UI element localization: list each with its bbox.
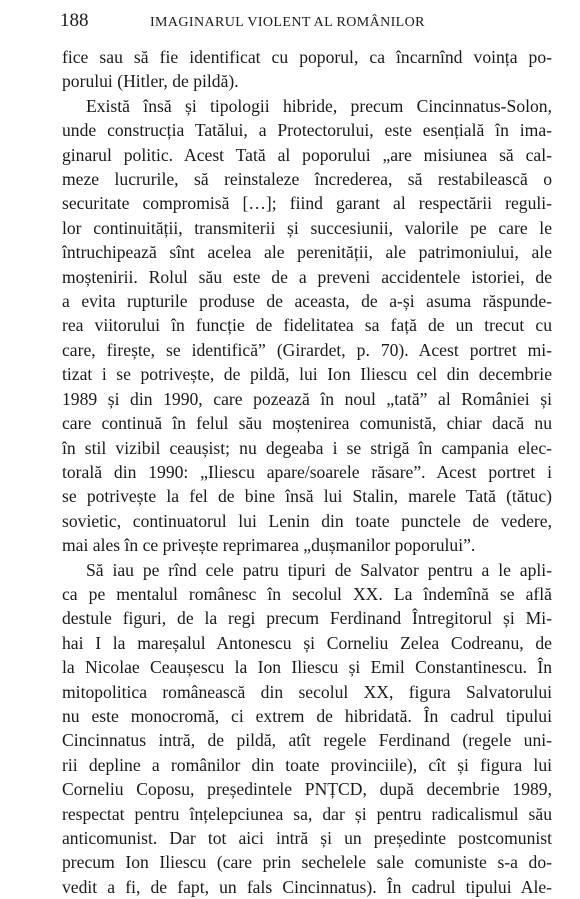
running-title: IMAGINARUL VIOLENT AL ROMÂNILOR bbox=[150, 15, 425, 30]
text-line: ca pe mentalul românesc în secolul XX. La îndemînă se află bbox=[62, 583, 552, 604]
text-line: meze lucrurile, să reinstaleze încrederea, să restabilească o bbox=[62, 169, 552, 190]
text-line: la Nicolae Ceaușescu la Ion Iliescu și Emil Constantinescu. În bbox=[62, 657, 552, 678]
text-line: întruchipează sînt acelea ale perenității, ale patrimoniului, ale bbox=[62, 242, 552, 263]
page-header bbox=[60, 10, 550, 40]
text-line: lor continuității, transmiterii și succesiunii, valorile pe care le bbox=[62, 217, 552, 238]
text-line: moștenirii. Rolul său este de a preveni accidentele istoriei, de bbox=[62, 266, 552, 287]
text-line: ginarul politic. Acest Tată al poporului „are misiunea să cal- bbox=[62, 144, 552, 165]
text-line: 1989 și din 1990, care pozează în noul „tată” al României și bbox=[62, 388, 552, 409]
text-line: Să iau pe rînd cele patru tipuri de Salvator pentru a le apli- bbox=[86, 559, 552, 580]
text-line: mitopolitica românească din secolul XX, figura Salvatorului bbox=[62, 681, 552, 702]
text-line: se potrivește la fel de bine însă lui Stalin, marele Tată (tătuc) bbox=[62, 486, 552, 507]
text-line: a evita rupturile produse de aceasta, de a-și asuma răspunde- bbox=[62, 291, 552, 312]
text-line: torală din 1990: „Iliescu apare/soarele răsare”. Acest portret i bbox=[62, 461, 552, 482]
text-line: hai I la mareșalul Antonescu și Corneliu Zelea Codreanu, de bbox=[62, 632, 552, 653]
text-line: sovietic, continuatorul lui Lenin din toate punctele de vedere, bbox=[62, 510, 552, 531]
text-line: securitate compromisă […]; fiind garant al respectării reguli- bbox=[62, 193, 552, 214]
text-line: Corneliu Coposu, președintele PNȚCD, după decembrie 1989, bbox=[62, 779, 552, 800]
text-line: mai ales în ce privește reprimarea „dușmanilor poporului”. bbox=[62, 535, 476, 556]
text-line: precum Ion Iliescu (care prin sechelele sale comuniste s-a do- bbox=[62, 852, 552, 873]
text-line: care, firește, se identifică” (Girardet, p. 70). Acest portret mi- bbox=[62, 339, 552, 360]
text-line: în stil vizibil ceaușist; nu degeaba i se strigă în campania elec- bbox=[62, 437, 552, 458]
text-line: unde construcția Tatălui, a Protectorului, este esențială în ima- bbox=[62, 120, 552, 141]
text-line: porului (Hitler, de pildă). bbox=[62, 71, 239, 92]
text-line: fice sau să fie identificat cu poporul, ca încarnînd voința po- bbox=[62, 47, 552, 67]
text-line: Există însă și tipologii hibride, precum Cincinnatus-Solon, bbox=[86, 95, 552, 116]
text-line: respectat pentru înțelepciunea sa, dar și pentru radicalismul său bbox=[62, 803, 552, 824]
text-line: tizat i se potrivește, de pildă, lui Ion Iliescu cel din decembrie bbox=[62, 364, 552, 385]
text-line: Cincinnatus intră, de pildă, atît regele Ferdinand (regele uni- bbox=[62, 730, 552, 751]
body-text bbox=[62, 45, 552, 899]
text-line: rea viitorului în funcție de fidelitatea sa față de un trecut cu bbox=[62, 315, 552, 336]
text-line: anticomunist. Dar tot aici intră și un președinte postcomunist bbox=[62, 828, 552, 848]
text-line: rii depline a românilor din toate provinciile), cît și figura lui bbox=[62, 754, 552, 775]
text-line: care continuă în felul său moștenirea comunistă, chiar dacă nu bbox=[62, 413, 552, 434]
text-line: nu este monocromă, ci extrem de hibridată. În cadrul tipului bbox=[62, 705, 552, 726]
page-number: 188 bbox=[60, 10, 89, 31]
text-line: destule figuri, de la regi precum Ferdinand Întregitorul și Mi- bbox=[62, 608, 552, 629]
text-line: vedit a fi, de fapt, un fals Cincinnatus). În cadrul tipului Ale- bbox=[62, 876, 552, 897]
